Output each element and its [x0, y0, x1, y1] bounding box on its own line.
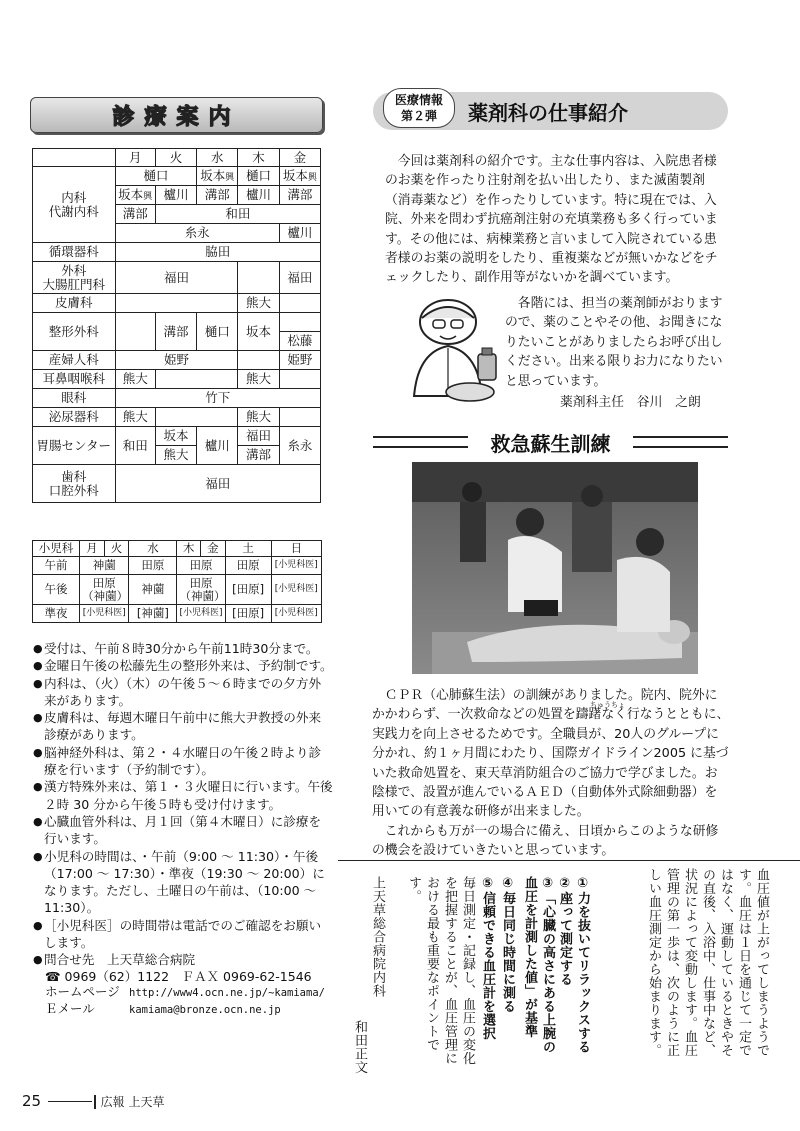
doctor-cell: 溝部	[238, 446, 279, 465]
note-item: ● 皮膚科は、毎週木曜日午前中に熊大尹教授の外来診療があります。	[33, 709, 333, 744]
bp-step-5: ⑤信頼できる血圧計を選択	[480, 876, 495, 1040]
note-item: ● 心臓血管外科は、月１回（第４木曜日）に診療を行います。	[33, 813, 333, 848]
dept-naika: 内科 代謝内科	[33, 167, 116, 243]
email-label: Ｅメール	[45, 1001, 95, 1017]
email-link[interactable]: kamiama@bronze.ocn.ne.jp	[129, 1004, 281, 1017]
empty-cell	[279, 294, 320, 313]
doctor-cell: 溝部	[115, 205, 155, 224]
peds-cell: [田原]	[225, 605, 271, 623]
doctor-cell: 姫野	[115, 351, 238, 370]
page-number: 25	[22, 1092, 42, 1110]
note-item: ● 脳神経外科は、第２・４水曜日の午後２時より診療を行います（予約制です）。	[33, 744, 333, 779]
doctor-cell: 熊大	[115, 408, 155, 427]
empty-cell	[115, 294, 238, 313]
doctor-cell: 櫨川	[279, 224, 320, 243]
note-item: ● ［小児科医］の時間帯は電話でのご確認をお願いします。	[33, 917, 333, 952]
doctor-cell: 溝部	[279, 186, 320, 205]
doctor-cell: 熊大	[115, 370, 155, 389]
dept-shika: 歯科 口腔外科	[33, 465, 116, 503]
doctor-cell: 櫨川	[155, 186, 196, 205]
schedule-title-banner	[30, 97, 323, 133]
doctor-cell: 坂本興	[115, 186, 155, 205]
doctor-cell: 樋口	[197, 313, 238, 351]
bp-step-2: ②座って測定する	[557, 876, 572, 986]
cpr-header	[373, 428, 728, 458]
doctor-cell: 溝部	[197, 186, 238, 205]
note-item: ● 金曜日午後の松藤先生の整形外来は、予約制です。	[33, 657, 333, 674]
doctor-cell: 熊大	[238, 370, 279, 389]
bp-author-name: 和田正文	[352, 1020, 367, 1074]
header-rule-right	[633, 436, 728, 448]
header-rule-left	[373, 436, 468, 448]
note-item: ● 小児科の時間は、・午前（9:00 ～ 11:30）・午後（17:00 ～ 17:30）・準夜（19:30 ～ 20:00）になります。ただし、土曜日の午前は、（10:00 ～ 11:30）。	[33, 848, 333, 917]
dept-ganka: 眼科	[33, 389, 116, 408]
doctor-cell: 熊大	[238, 408, 279, 427]
peds-cell: 田原 （神薗）	[177, 575, 225, 605]
page-footer	[22, 1092, 164, 1110]
peds-cell: 田原 （神薗）	[80, 575, 129, 605]
corner-cell	[33, 149, 116, 167]
bp-step-3: ③「心臓の高さにある上腕の血圧を計測した値」が基準	[522, 876, 555, 1054]
pharmacy-body2: 各階には、担当の薬剤師がおりますので、薬のことやその他、お聞きになりたいことがありましたらお呼び出しください。出来る限りお力になりたいと思っています。	[505, 296, 723, 389]
dept-sanfu: 産婦人科	[33, 351, 116, 370]
dept-jibi: 耳鼻咽喉科	[33, 370, 116, 389]
peds-cell: [田原]	[225, 575, 271, 605]
note-item: ● 受付は、午前８時30分から午前11時30分まで。	[33, 640, 333, 657]
dept-geka: 外科 大腸肛門科	[33, 262, 116, 294]
dept-hinyo: 泌尿器科	[33, 408, 116, 427]
doctor-cell: 福田	[115, 465, 320, 503]
empty-cell	[238, 351, 279, 370]
peds-cell: 神薗	[129, 575, 177, 605]
schedule-table	[32, 148, 321, 503]
peds-cell: [小児科医]	[80, 605, 129, 623]
doctor-cell: 松藤	[279, 332, 320, 351]
peds-cell: [小児科医]	[271, 575, 321, 605]
day-header: 水	[197, 149, 238, 167]
peds-header: 水	[129, 541, 177, 557]
day-header: 木	[238, 149, 279, 167]
dept-hifu: 皮膚科	[33, 294, 116, 313]
peds-cell: [小児科医]	[271, 557, 321, 575]
empty-cell	[155, 370, 238, 389]
day-header: 火	[155, 149, 196, 167]
contact-block	[33, 969, 333, 1019]
note-item: ● 問合せ先 上天草総合病院	[33, 951, 333, 968]
series-tag: 医療情報 第２弾	[383, 88, 455, 128]
dept-ichou: 胃腸センター	[33, 427, 116, 465]
bp-author-org: 上天草総合病院内科	[370, 876, 385, 998]
day-header: 月	[115, 149, 155, 167]
doctor-cell: 姫野	[279, 351, 320, 370]
doctor-cell: 坂本	[155, 427, 196, 446]
publication-name: 広報 上天草	[100, 1095, 165, 1109]
peds-row-label: 午前	[33, 557, 80, 575]
pediatrics-table	[32, 540, 322, 623]
peds-cell: [小児科医]	[271, 605, 321, 623]
doctor-cell: 糸永	[279, 427, 320, 465]
note-item: ● 漢方特殊外来は、第１・３火曜日に行います。午後２時 30 分から午後５時も受け付けます。	[33, 778, 333, 813]
divider-line	[338, 860, 800, 861]
doctor-cell: 脇田	[115, 243, 320, 262]
pharmacy-body: 今回は薬剤科の紹介です。主な仕事内容は、入院患者様のお薬を作ったり注射剤を払い出したり、また滅菌製剤（消毒薬など）を作ったりしています。特に現在では、入院、外来を問わず抗癌剤注射の充填業務も多く行っています。その他には、病棟業務と言いまして入院されている患者様のお薬の説明をしたり、重複薬などが無いかなどをチェックしたり、副作用等がないかを調べています。	[385, 154, 718, 286]
doctor-cell: 樋口	[115, 167, 197, 186]
homepage-label: ホームページ	[45, 984, 120, 1000]
peds-row-label: 午後	[33, 575, 80, 605]
cpr-title: 救急蘇生訓練	[490, 432, 611, 456]
doctor-cell: 熊大	[155, 446, 196, 465]
doctor-cell: 福田	[279, 262, 320, 294]
empty-cell	[279, 408, 320, 427]
doctor-cell: 坂本興	[279, 167, 320, 186]
empty-cell	[279, 370, 320, 389]
footer-rule	[48, 1101, 92, 1102]
doctor-cell: 糸永	[115, 224, 279, 243]
empty-cell	[155, 408, 238, 427]
peds-header: 土	[225, 541, 271, 557]
bp-intro: 血圧値が上がってしまうようです。血圧は１日を通じて一定ではなく、運動しているときやその直後、入浴中、仕事中など、状況によって変動します。血圧管理の第一歩は、次のように正しい血圧測定から始まります。	[646, 868, 769, 1057]
bp-tail: 毎日測定・記録し、血圧の変化を把握することが、血圧管理における最も重要なポイントです。	[406, 876, 475, 1065]
peds-header: 火	[104, 541, 129, 557]
notes-list	[33, 640, 333, 1019]
peds-cell: 田原	[225, 557, 271, 575]
ruby-annotation: ちゅうちょ	[590, 701, 625, 709]
pharmacy-header	[373, 88, 728, 132]
bp-step-1: ①力を抜いてリラックスする	[575, 876, 590, 1054]
peds-cell: 田原	[177, 557, 225, 575]
peds-cell: 田原	[129, 557, 177, 575]
day-header: 金	[279, 149, 320, 167]
cpr-body2: これからも万が一の場合に備え、日頃からこのような研修の機会を設けていきたいと思っています。	[372, 824, 719, 859]
peds-header: 月	[80, 541, 105, 557]
peds-cell: [神薗]	[129, 605, 177, 623]
peds-header: 木	[177, 541, 201, 557]
doctor-cell: 福田	[115, 262, 238, 294]
peds-header: 金	[201, 541, 226, 557]
tel-fax: ☎ 0969（62）1122 ＦＡＸ 0969-62-1546	[45, 968, 312, 984]
pharmacy-signature: 薬剤科主任 谷川 之朗	[560, 395, 701, 410]
empty-cell	[115, 313, 155, 351]
doctor-cell: 福田	[238, 427, 279, 446]
pharmacy-title: 薬剤科の仕事紹介	[468, 101, 628, 125]
doctor-cell: 熊大	[238, 294, 279, 313]
peds-cell: [小児科医]	[177, 605, 225, 623]
doctor-cell: 樋口	[238, 167, 279, 186]
doctor-cell: 溝部	[155, 313, 196, 351]
doctor-cell: 和田	[115, 427, 155, 465]
empty-cell	[238, 262, 279, 294]
bp-step-4: ④毎日同じ時間に測る	[500, 876, 515, 1013]
schedule-title: 診療案内	[112, 104, 241, 130]
note-item: ● 内科は、（火）（木）の午後５～６時までの夕方外来があります。	[33, 675, 333, 710]
dept-seikei: 整形外科	[33, 313, 116, 351]
homepage-link[interactable]: http://www4.ocn.ne.jp/~kamiama/	[129, 987, 325, 1000]
cpr-body: ＣＰＲ（心肺蘇生法）の訓練がありました。院内、院外にかかわらず、一次救命などの処置を躊躇なく行なうとともに、実践力を向上させるためです。全職員が、20人のグループに分かれ、約１ヶ月間にわたり、国際ガイドライン2005 に基づいた救命処置を、東天草消防組合のご協力で学びました。お陰様で、設置が進んでいるＡＥＤ（自動体外式除細動器）を用いての有意義な研修が出来ました。	[372, 688, 730, 820]
peds-cell: 神薗	[80, 557, 129, 575]
doctor-cell: 和田	[155, 205, 320, 224]
peds-header: 日	[271, 541, 321, 557]
pharmacist-illustration	[400, 296, 508, 406]
doctor-cell: 坂本	[238, 313, 279, 351]
doctor-cell: 櫨川	[197, 427, 238, 465]
doctor-cell: 竹下	[115, 389, 320, 408]
peds-header: 小児科	[33, 541, 80, 557]
doctor-cell: 坂本興	[197, 167, 238, 186]
dept-junkan: 循環器科	[33, 243, 116, 262]
empty-cell	[279, 313, 320, 332]
peds-row-label: 準夜	[33, 605, 80, 623]
cpr-training-photo	[412, 462, 698, 674]
doctor-cell: 櫨川	[238, 186, 279, 205]
footer-tick	[94, 1095, 96, 1109]
